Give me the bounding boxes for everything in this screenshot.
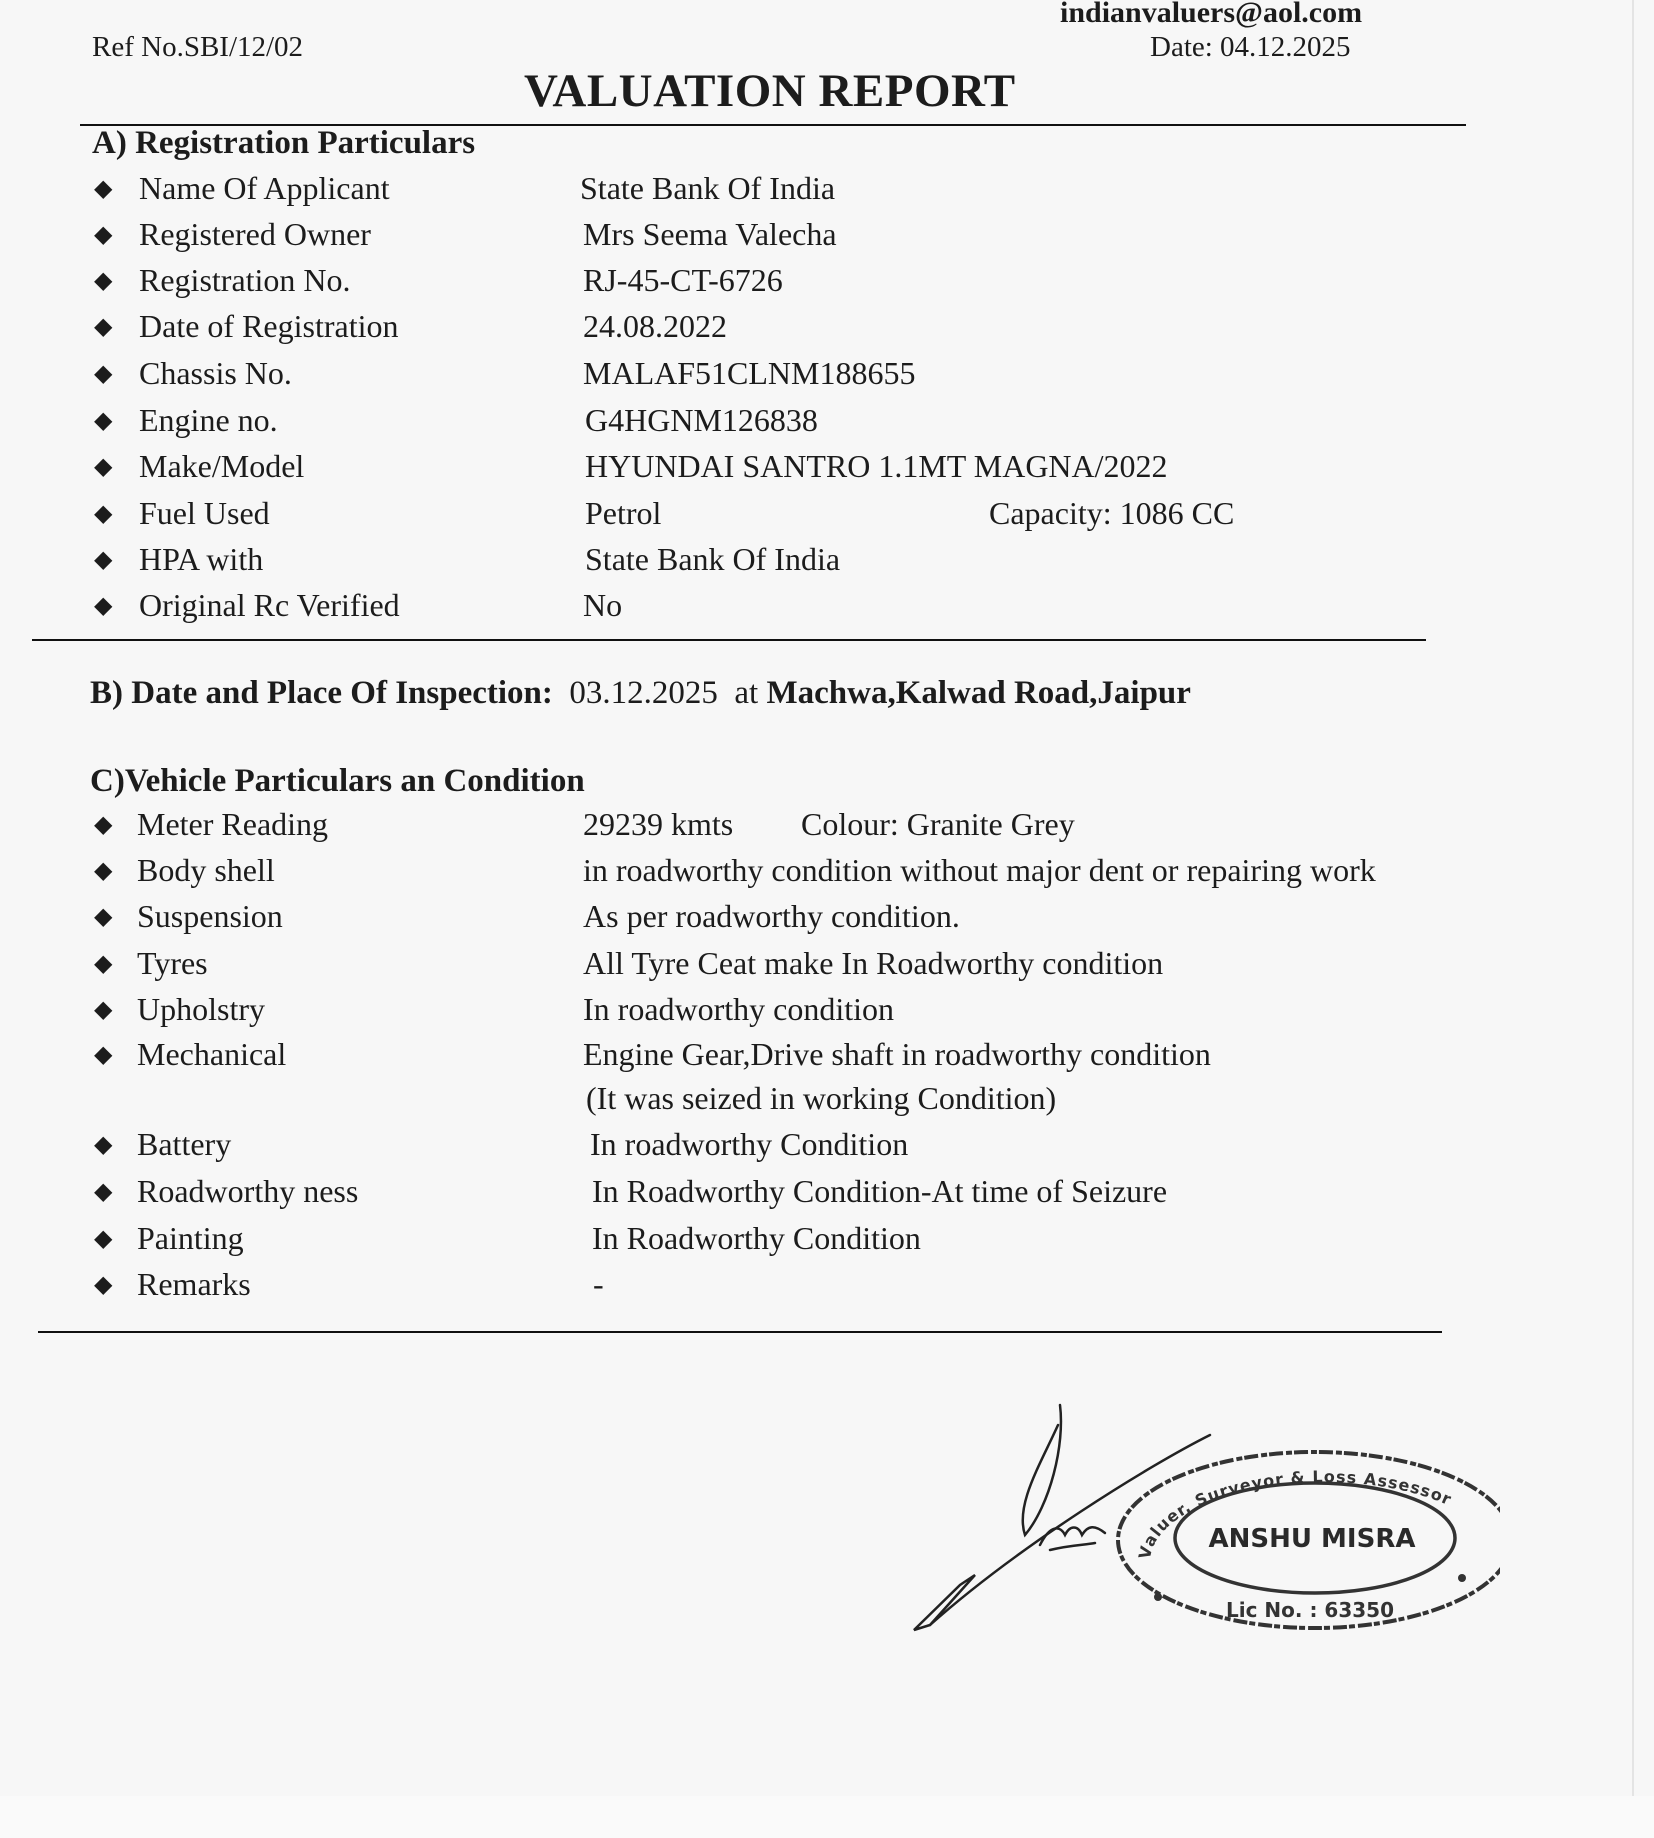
signature-stamp: [900, 1385, 1500, 1645]
row-label: Roadworthy ness: [137, 1173, 359, 1209]
stamp-license: Lic No. : 63350: [1226, 1598, 1394, 1622]
diamond-bullet-icon: ◆: [94, 1226, 113, 1252]
row-label: Registration No.: [139, 262, 351, 298]
row-value: Engine Gear,Drive shaft in roadworthy condition: [583, 1036, 1211, 1072]
diamond-bullet-icon: ◆: [94, 268, 113, 294]
row-label: Battery: [137, 1126, 232, 1162]
row-label: Mechanical: [137, 1036, 287, 1072]
row-label: Name Of Applicant: [139, 170, 390, 206]
diamond-bullet-icon: ◆: [94, 1132, 113, 1158]
diamond-bullet-icon: ◆: [94, 1042, 113, 1068]
scan-bottom-margin: [0, 1796, 1654, 1838]
diamond-bullet-icon: ◆: [94, 812, 113, 838]
row-label: Fuel Used: [139, 495, 270, 531]
row-label: Body shell: [137, 852, 275, 888]
row-label: Meter Reading: [137, 806, 329, 842]
diamond-bullet-icon: ◆: [94, 176, 113, 202]
diamond-bullet-icon: ◆: [94, 1179, 113, 1205]
page-title: VALUATION REPORT: [524, 65, 1016, 117]
reference-number: Ref No.SBI/12/02: [92, 31, 304, 63]
inspection-place: Machwa,Kalwad Road,Jaipur: [766, 675, 1191, 711]
row-label: Suspension: [137, 898, 283, 934]
row-label: Chassis No.: [139, 355, 292, 391]
diamond-bullet-icon: ◆: [94, 361, 113, 387]
diamond-bullet-icon: ◆: [94, 951, 113, 977]
header-email: indianvaluers@aol.com: [1060, 0, 1363, 29]
row-label: Engine no.: [139, 402, 278, 438]
row-label: Remarks: [137, 1266, 251, 1302]
row-value: Petrol: [585, 495, 662, 531]
row-label: HPA with: [139, 541, 264, 577]
engine-capacity: Capacity: 1086 CC: [989, 495, 1235, 531]
inspection-date: 03.12.2025: [569, 675, 718, 711]
scan-page-edge: [1632, 0, 1634, 1800]
section-c-heading: C)Vehicle Particulars an Condition: [90, 763, 585, 799]
diamond-bullet-icon: ◆: [94, 408, 113, 434]
diamond-bullet-icon: ◆: [94, 314, 113, 340]
row-value: in roadworthy condition without major dent or repairing work: [583, 852, 1376, 888]
row-label: Painting: [137, 1220, 244, 1256]
row-label: Make/Model: [139, 448, 305, 484]
row-value: State Bank Of India: [580, 170, 836, 206]
section-b-inspection: [90, 675, 1191, 712]
diamond-bullet-icon: ◆: [94, 547, 113, 573]
row-value: In roadworthy Condition: [590, 1126, 909, 1162]
diamond-bullet-icon: ◆: [94, 1272, 113, 1298]
stamp-name: ANSHU MISRA: [1208, 1524, 1416, 1554]
row-label: Date of Registration: [139, 308, 399, 344]
stamp-arc-text: Valuer, Surveyor & Loss Assessor: [1134, 1467, 1455, 1561]
row-label: Upholstry: [137, 991, 265, 1027]
row-value: In Roadworthy Condition-At time of Seizure: [592, 1173, 1168, 1209]
row-value: State Bank Of India: [585, 541, 841, 577]
diamond-bullet-icon: ◆: [94, 858, 113, 884]
diamond-bullet-icon: ◆: [94, 222, 113, 248]
row-value: MALAF51CLNM188655: [583, 355, 916, 391]
row-value: Mrs Seema Valecha: [583, 216, 837, 252]
row-value: -: [593, 1266, 604, 1302]
row-label: Original Rc Verified: [139, 587, 400, 623]
diamond-bullet-icon: ◆: [94, 593, 113, 619]
row-label: Tyres: [137, 945, 208, 981]
row-value: In roadworthy condition: [583, 991, 895, 1027]
section-a-heading: A) Registration Particulars: [92, 125, 476, 161]
vehicle-colour: Colour: Granite Grey: [801, 806, 1075, 842]
diamond-bullet-icon: ◆: [94, 501, 113, 527]
row-value: No: [583, 587, 623, 623]
row-value: RJ-45-CT-6726: [583, 262, 783, 298]
section-b-heading: B) Date and Place Of Inspection:: [90, 675, 553, 711]
stamp-icon: [1118, 1452, 1500, 1628]
diamond-bullet-icon: ◆: [94, 997, 113, 1023]
row-value: 29239 kmts: [583, 806, 734, 842]
row-value: 24.08.2022: [583, 308, 727, 344]
row-value: HYUNDAI SANTRO 1.1MT MAGNA/2022: [585, 448, 1168, 484]
row-value: As per roadworthy condition.: [583, 898, 960, 934]
row-value: G4HGNM126838: [585, 402, 818, 438]
row-label: Registered Owner: [139, 216, 371, 252]
diamond-bullet-icon: ◆: [94, 454, 113, 480]
section-c-divider: [38, 1331, 1442, 1333]
header-date: Date: 04.12.2025: [1150, 31, 1351, 63]
row-value-line2: (It was seized in working Condition): [586, 1080, 1057, 1116]
section-a-divider: [32, 639, 1426, 641]
row-value: All Tyre Ceat make In Roadworthy condition: [583, 945, 1164, 981]
diamond-bullet-icon: ◆: [94, 904, 113, 930]
inspection-at: at: [734, 675, 759, 711]
row-value: In Roadworthy Condition: [592, 1220, 921, 1256]
